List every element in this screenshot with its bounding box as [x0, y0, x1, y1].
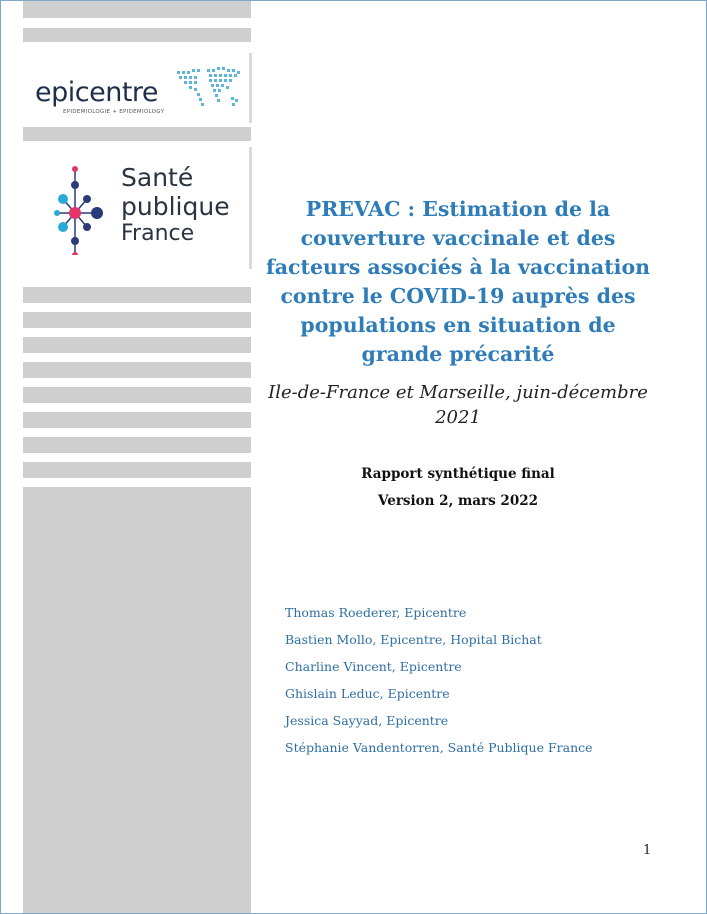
document-title: PREVAC : Estimation de la couverture vaccinale et des facteurs associés à la vaccination contre le COVID-19 auprès des populations en situation de grande précarité [265, 197, 651, 366]
document-subtitle: Ile-de-France et Marseille, juin-décembre 2021 [268, 382, 648, 428]
sante-publique-france-wordmark [121, 165, 230, 245]
sidebar-stripe [23, 1, 251, 18]
sante-publique-france-logo [25, 147, 249, 269]
sidebar-stripe [23, 362, 251, 378]
decorative-sidebar [23, 1, 251, 913]
author-item: Bastien Mollo, Epicentre, Hopital Bichat [285, 632, 542, 647]
spf-word-publique: publique [121, 192, 230, 221]
sidebar-stripe [23, 387, 251, 403]
report-type: Rapport synthétique final [361, 466, 555, 482]
author-item: Jessica Sayyad, Epicentre [285, 713, 449, 728]
sidebar-block [23, 487, 251, 913]
author-item: Charline Vincent, Epicentre [285, 659, 462, 674]
sidebar-stripe [23, 337, 251, 353]
world-map-icon [175, 63, 241, 113]
author-item: Thomas Roederer, Epicentre [285, 605, 467, 620]
sidebar-stripe [23, 437, 251, 453]
spf-word-sante: Santé [121, 163, 194, 192]
author-item: Stéphanie Vandentorren, Santé Publique France [285, 740, 593, 755]
sidebar-stripe [23, 312, 251, 328]
sidebar-stripe [23, 462, 251, 478]
network-molecule-icon [53, 155, 113, 255]
sidebar-stripe [23, 127, 251, 141]
epicentre-logo-word: epicentre [35, 77, 159, 108]
sidebar-stripe [23, 412, 251, 428]
author-item: Ghislain Leduc, Epicentre [285, 686, 450, 701]
epicentre-logo-tagline: EPIDEMIOLOGIE + EPIDEMIOLOGY [63, 109, 165, 115]
author-list [285, 601, 685, 763]
report-info [263, 461, 653, 515]
epicentre-logo [25, 53, 249, 123]
page-number: 1 [643, 843, 652, 858]
sidebar-stripe [23, 28, 251, 42]
report-version: Version 2, mars 2022 [378, 493, 538, 509]
sidebar-stripe [23, 287, 251, 303]
spf-word-france: France [121, 221, 195, 246]
